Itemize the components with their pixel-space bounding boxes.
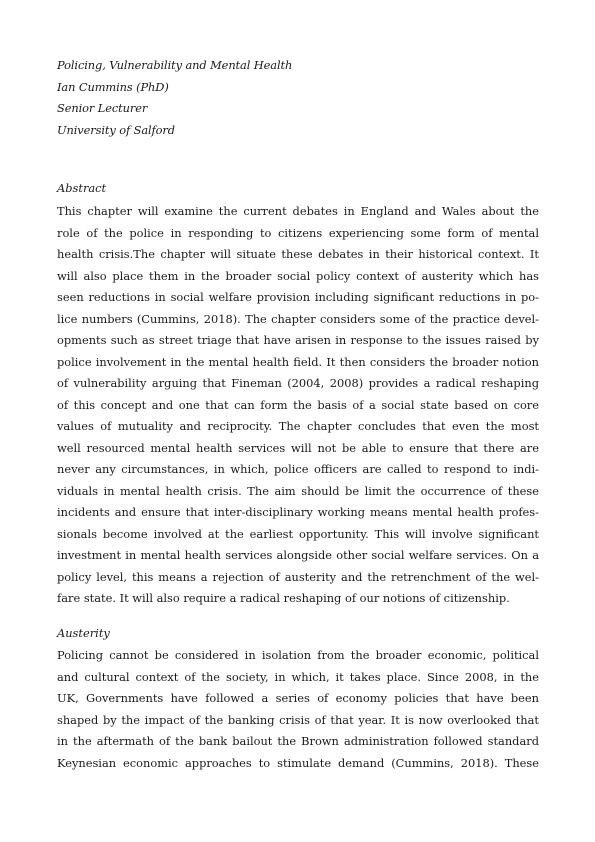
abstract-line: health crisis.The chapter will situate these debates in their historical context. It	[57, 247, 539, 261]
austerity-line: UK, Governments have followed a series of economy policies that have been	[57, 691, 539, 705]
abstract-line: investment in mental health services alongside other social welfare services. On a	[57, 548, 539, 562]
abstract-line: seen reductions in social welfare provision including significant reductions in po-	[57, 290, 539, 304]
abstract-line: opments such as street triage that have arisen in response to the issues raised by	[57, 333, 539, 347]
abstract-line: fare state. It will also require a radical reshaping of our notions of citizenship.	[57, 591, 510, 605]
author-position: Senior Lecturer	[57, 101, 148, 116]
austerity-line: Policing cannot be considered in isolation from the broader economic, political	[57, 648, 539, 662]
abstract-body	[57, 201, 539, 610]
abstract-line: never any circumstances, in which, police officers are called to respond to indi-	[57, 462, 539, 476]
document-title: Policing, Vulnerability and Mental Health	[57, 58, 293, 72]
abstract-line: lice numbers (Cummins, 2018). The chapter considers some of the practice devel-	[57, 311, 539, 326]
title-block	[57, 55, 292, 142]
abstract-line: role of the police in responding to citizens experiencing some form of mental	[57, 225, 539, 240]
abstract-line: police involvement in the mental health field. It then considers the broader notion	[57, 354, 539, 369]
abstract-line: well resourced mental health services will not be able to ensure that there are	[57, 440, 539, 455]
austerity-body	[57, 645, 539, 774]
abstract-line: will also place them in the broader social policy context of austerity which has	[57, 268, 539, 283]
austerity-line: and cultural context of the society, in which, it takes place. Since 2008, in the	[57, 669, 539, 684]
abstract-line: of vulnerability arguing that Fineman (2004, 2008) provides a radical reshaping	[57, 376, 539, 390]
author-name: Ian Cummins (PhD)	[57, 79, 169, 94]
abstract-line: sionals become involved at the earliest opportunity. This will involve significant	[57, 526, 539, 541]
austerity-line: in the aftermath of the bank bailout the Brown administration followed standard	[57, 734, 539, 748]
abstract-heading: Abstract	[57, 181, 107, 195]
author-institution: University of Salford	[57, 123, 175, 138]
austerity-line: shaped by the impact of the banking crisis of that year. It is now overlooked that	[57, 712, 539, 727]
abstract-line: values of mutuality and reciprocity. The chapter concludes that even the most	[57, 419, 539, 433]
abstract-line: This chapter will examine the current debates in England and Wales about the	[57, 204, 539, 218]
abstract-line: policy level, this means a rejection of austerity and the retrenchment of the wel-	[57, 569, 539, 584]
austerity-heading: Austerity	[57, 626, 110, 640]
abstract-line: viduals in mental health crisis. The aim should be limit the occurrence of these	[57, 483, 539, 498]
abstract-line: incidents and ensure that inter-disciplinary working means mental health profes-	[57, 505, 539, 519]
abstract-line: of this concept and one that can form the basis of a social state based on core	[57, 397, 539, 412]
austerity-line: Keynesian economic approaches to stimulate demand (Cummins, 2018). These	[57, 755, 539, 770]
